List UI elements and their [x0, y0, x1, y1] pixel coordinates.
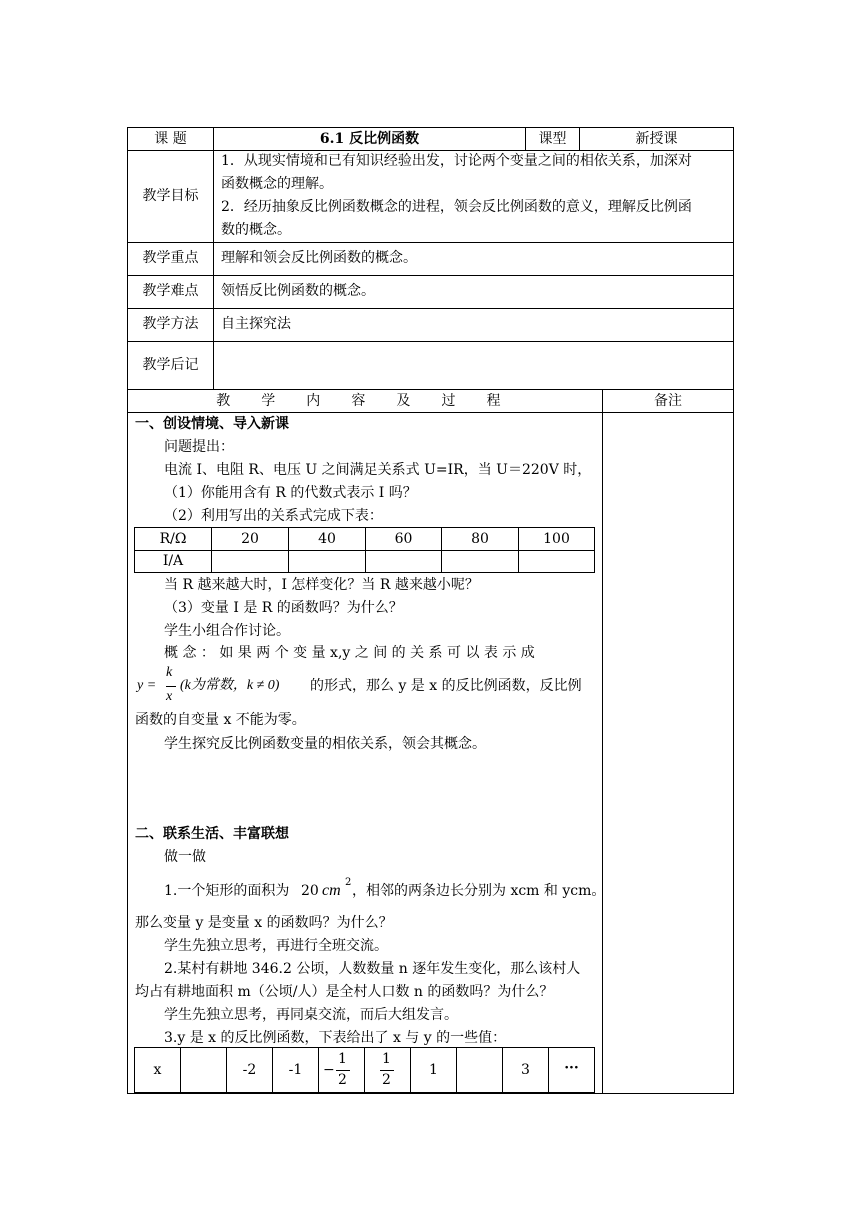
section1-p2: 电流 I、电阻 R、电压 U 之间满足关系式 U=IR，当 U＝220V 时， [164, 462, 592, 478]
xy-fraction [378, 1048, 396, 1092]
xy-numerator: 1 [382, 1051, 391, 1067]
remarks-header: 备注 [654, 393, 682, 409]
formula-numerator: k [166, 665, 173, 680]
xy-cell-sign: − [323, 1062, 335, 1078]
title-label: 课 题 [154, 131, 187, 147]
key-label: 教学重点 [142, 250, 199, 266]
exercise1-d: 学生先独立思考，再进行全班交流。 [164, 938, 388, 954]
method-label: 教学方法 [142, 316, 199, 332]
formula-condition: (k为常数，k ≠ 0) [180, 678, 280, 693]
xy-cell-ellipsis: ··· [564, 1060, 579, 1076]
section1-p5: 学生探究反比例函数变量的相依关系，领会其概念。 [164, 736, 486, 752]
exercise1-a: 1.一个矩形的面积为 [164, 883, 290, 899]
exercise1-unit: cm [322, 882, 341, 899]
table-cell: 80 [471, 531, 489, 547]
formula-denominator: x [166, 689, 173, 704]
lesson-title: 6.1 反比例函数 [319, 131, 420, 147]
table-cell: I/A [162, 553, 184, 569]
hard-point: 领悟反比例函数的概念。 [221, 283, 375, 299]
concept-line2: 的形式，那么 y 是 x 的反比例函数，反比例 [310, 678, 582, 694]
concept-line1: 概 念 ： 如 果 两 个 变 量 x,y 之 间 的 关 系 可 以 表 示 成 [164, 645, 535, 661]
concept-line3: 函数的自变量 x 不能为零。 [135, 712, 306, 728]
xy-numerator: 1 [338, 1051, 347, 1067]
key-point: 理解和领会反比例函数的概念。 [221, 250, 417, 266]
hard-label: 教学难点 [142, 283, 199, 299]
goal1-line1: 1．从现实情境和已有知识经验出发，讨论两个变量之间的相依关系，加深对 [221, 153, 692, 169]
section1-p4: 学生小组合作讨论。 [164, 623, 290, 639]
section2-p1: 做一做 [164, 849, 206, 865]
xy-denominator: 2 [338, 1072, 347, 1088]
table-cell: 20 [241, 531, 259, 547]
table-cell: R/Ω [159, 531, 187, 547]
section1-p3: 当 R 越来越大时，I 怎样变化？当 R 越来越小呢？ [164, 577, 479, 593]
section2-heading: 二、联系生活、丰富联想 [135, 826, 289, 842]
xy-fraction [334, 1048, 352, 1092]
section1-p1: 问题提出： [164, 439, 234, 455]
exercise1-area: 20 [301, 883, 319, 899]
table-cell: 40 [318, 531, 336, 547]
exercise3: 3.y 是 x 的反比例函数，下表给出了 x 与 y 的一些值： [164, 1030, 507, 1046]
goals-label: 教学目标 [142, 188, 199, 204]
lesson-type: 新授课 [635, 131, 678, 147]
xy-cell: x [153, 1062, 162, 1078]
process-header: 教 学 内 容 及 过 程 [216, 393, 514, 409]
goal1-line2: 函数概念的理解。 [221, 176, 333, 192]
type-label: 课型 [538, 131, 567, 147]
section1-q3: （3）变量 I 是 R 的函数吗？为什么？ [164, 600, 403, 616]
note-label: 教学后记 [142, 357, 199, 373]
formula-y: y = [137, 678, 157, 693]
xy-cell: -2 [242, 1062, 257, 1078]
exercise1-b: ，相邻的两条边长分别为 xcm 和 ycm。 [352, 883, 606, 899]
xy-cell: 1 [429, 1062, 438, 1078]
xy-cell: -1 [288, 1062, 303, 1078]
section1-q1: （1）你能用含有 R 的代数式表示 I 吗？ [164, 485, 417, 501]
goal2-line1: 2．经历抽象反比例函数概念的进程，领会反比例函数的意义，理解反比例函 [221, 199, 692, 215]
section1-q2: （2）利用写出的关系式完成下表： [164, 508, 383, 524]
section1-heading: 一、创设情境、导入新课 [135, 416, 289, 432]
exercise1-exponent: 2 [345, 877, 352, 888]
xy-cell: 3 [521, 1062, 530, 1078]
formula-fraction [164, 662, 178, 708]
exercise1-c: 那么变量 y 是变量 x 的函数吗？为什么？ [135, 915, 393, 931]
exercise2-b: 均占有耕地面积 m（公顷/人）是全村人口数 n 的函数吗？为什么？ [135, 984, 554, 1000]
xy-denominator: 2 [382, 1072, 391, 1088]
table-cell: 100 [543, 531, 570, 547]
method: 自主探究法 [221, 316, 291, 332]
table-cell: 60 [394, 531, 413, 547]
goal2-line2: 数的概念。 [221, 222, 291, 238]
exercise2-c: 学生先独立思考，再同桌交流，而后大组发言。 [164, 1007, 458, 1023]
exercise2-a: 2.某村有耕地 346.2 公顷，人数数量 n 逐年发生变化，那么该村人 [164, 961, 581, 977]
